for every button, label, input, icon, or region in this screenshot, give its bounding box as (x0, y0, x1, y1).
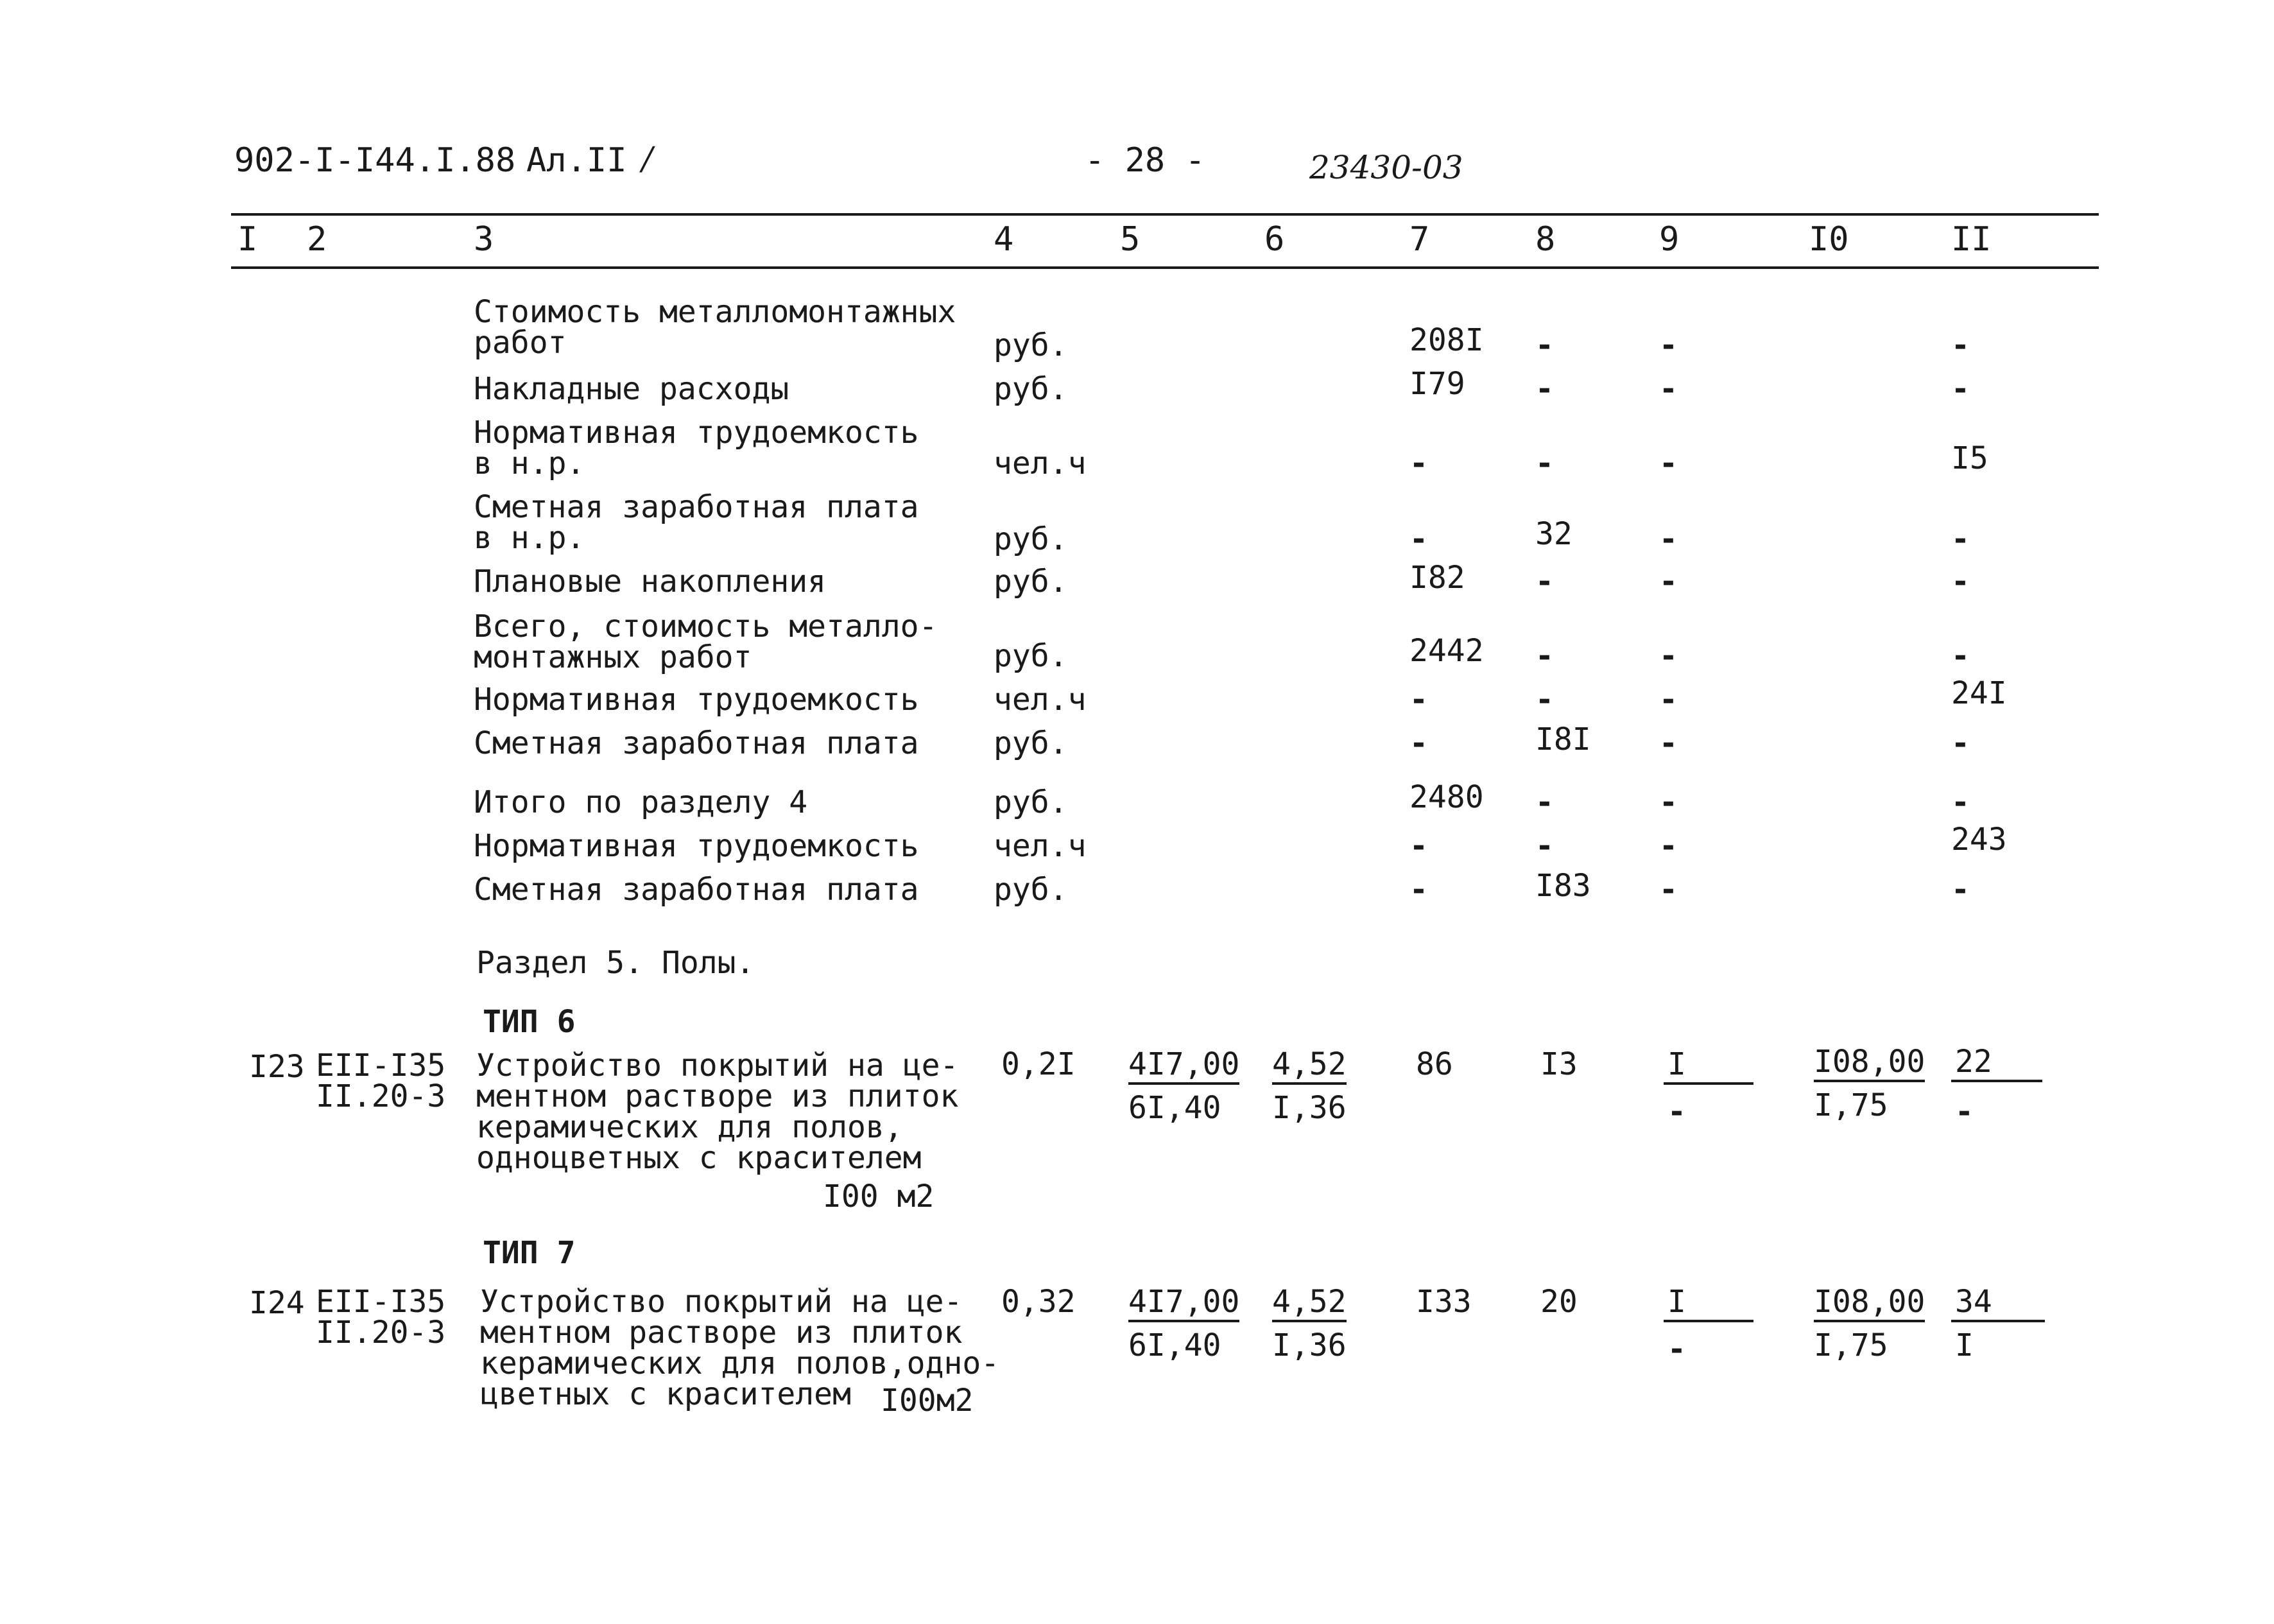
value-col7: 86 (1416, 1046, 1453, 1082)
col11-underline (1951, 1320, 2045, 1322)
column-header: 7 (1409, 220, 1430, 259)
value-col7: - (1409, 872, 1428, 908)
value-col11: - (1951, 638, 1970, 674)
item-number: I24 (249, 1285, 305, 1321)
unit: чел.ч (994, 445, 1087, 481)
value-col11: I5 (1951, 440, 1988, 476)
album-handwritten-mark: / (642, 140, 653, 177)
value-col8: - (1535, 327, 1554, 363)
col9-underline (1664, 1320, 1753, 1322)
row-description: Итого по разделу 4 (474, 784, 808, 820)
item-description (476, 1048, 959, 1176)
unit: руб. (994, 371, 1068, 407)
row-description (474, 294, 956, 361)
description-line: одноцветных с красителем (476, 1140, 922, 1176)
value-col8: - (1535, 828, 1554, 864)
value-col9: - (1659, 445, 1678, 481)
value-col8: - (1535, 784, 1554, 820)
item-number: I23 (249, 1049, 305, 1085)
table-header-rule (231, 266, 2099, 269)
unit: руб. (994, 327, 1068, 363)
value-col11-top: 22 (1955, 1044, 1992, 1080)
value-col7: I79 (1409, 366, 1465, 402)
column-header: 9 (1659, 220, 1680, 259)
value-col8: - (1535, 445, 1554, 481)
unit: руб. (994, 521, 1068, 557)
value-col11: - (1951, 521, 1970, 557)
section-title: Раздел 5. Полы. (476, 945, 755, 981)
value-col7: - (1409, 682, 1428, 718)
quantity: 0,32 (1001, 1284, 1076, 1320)
value-col6-top: 4,52 (1272, 1285, 1347, 1322)
unit: руб. (994, 725, 1068, 761)
album-label: Ал.II (526, 141, 627, 180)
row-description: Плановые накопления (474, 564, 827, 600)
column-header: 2 (307, 220, 327, 259)
type-heading: ТИП 7 (483, 1235, 576, 1271)
value-col7: 2480 (1409, 779, 1484, 815)
description-line: цветных с красителем (480, 1376, 851, 1412)
col11-underline (1951, 1080, 2042, 1082)
value-col7: 208I (1409, 322, 1484, 358)
measure-unit: I00 м2 (823, 1179, 935, 1214)
value-col5-bottom: 6I,40 (1128, 1090, 1221, 1126)
description-line: ментном растворе из плиток (476, 1078, 959, 1114)
value-col9-bottom: - (1667, 1094, 1686, 1130)
value-col7: I82 (1409, 560, 1465, 596)
row-description (474, 417, 919, 479)
column-header: I0 (1809, 220, 1849, 259)
description-line: монтажных работ (474, 639, 752, 675)
value-col5-bottom: 6I,40 (1128, 1327, 1221, 1363)
row-description: Нормативная трудоемкость (474, 828, 919, 864)
description-line: керамических для полов, (476, 1109, 903, 1145)
value-col9: - (1659, 784, 1678, 820)
type-heading: ТИП 6 (483, 1004, 576, 1040)
column-header: 3 (474, 220, 494, 259)
value-col10-top: I08,00 (1814, 1285, 1925, 1322)
description-line: Устройство покрытий на це- (480, 1284, 963, 1320)
rate-code (316, 1050, 445, 1112)
column-header: 5 (1120, 220, 1141, 259)
quantity: 0,2I (1001, 1046, 1076, 1082)
value-col9: - (1659, 371, 1678, 407)
value-col11-bottom: I (1955, 1327, 1974, 1363)
value-col7: 2442 (1409, 633, 1484, 669)
value-col9: - (1659, 725, 1678, 761)
unit: руб. (994, 872, 1068, 908)
description-line: в н.р. (474, 520, 585, 556)
value-col9: - (1659, 872, 1678, 908)
value-col11-top: 34 (1955, 1284, 1992, 1320)
value-col9: - (1659, 828, 1678, 864)
rate-code (316, 1284, 446, 1351)
value-col8: - (1535, 371, 1554, 407)
value-col10-bottom: I,75 (1814, 1087, 1888, 1123)
value-col10-bottom: I,75 (1814, 1327, 1888, 1363)
row-description (474, 489, 919, 556)
value-col8: - (1535, 564, 1554, 600)
value-col9: - (1659, 521, 1678, 557)
row-description: Нормативная трудоемкость (474, 682, 919, 718)
value-col8: I83 (1535, 868, 1591, 904)
value-col8: - (1535, 638, 1554, 674)
col9-underline (1664, 1082, 1753, 1085)
value-col8: I8I (1535, 721, 1591, 757)
description-line: Сметная заработная плата (474, 489, 919, 525)
description-line: в н.р. (474, 445, 585, 481)
value-col9-bottom: - (1667, 1331, 1686, 1367)
value-col11-bottom: - (1955, 1094, 1974, 1130)
value-col11: - (1951, 725, 1970, 761)
document-code: 902-I-I44.I.88 (234, 141, 516, 180)
value-col11: - (1951, 371, 1970, 407)
value-col8: - (1535, 682, 1554, 718)
column-header: I (237, 220, 258, 259)
unit: руб. (994, 564, 1068, 600)
description-line: Устройство покрытий на це- (476, 1048, 959, 1084)
value-col7: - (1409, 445, 1428, 481)
value-col9-top: I (1667, 1046, 1686, 1082)
unit: руб. (994, 784, 1068, 820)
rate-code-line: II.20-3 (316, 1315, 446, 1351)
description-line: работ (474, 325, 567, 361)
value-col8: 32 (1535, 516, 1572, 552)
value-col11: - (1951, 564, 1970, 600)
value-col9-top: I (1667, 1284, 1686, 1320)
value-col11: - (1951, 872, 1970, 908)
row-description: Сметная заработная плата (474, 725, 919, 761)
value-col8: 20 (1540, 1284, 1578, 1320)
unit: чел.ч (994, 828, 1087, 864)
unit: руб. (994, 638, 1068, 674)
value-col11: - (1951, 327, 1970, 363)
value-col10-top: I08,00 (1814, 1045, 1925, 1082)
description-line: Всего, стоимость металло- (474, 609, 938, 644)
value-col6-bottom: I,36 (1272, 1327, 1347, 1363)
value-col7: - (1409, 725, 1428, 761)
row-description (474, 611, 937, 673)
description-line: Нормативная трудоемкость (474, 415, 919, 451)
value-col9: - (1659, 638, 1678, 674)
measure-unit: I00м2 (881, 1383, 974, 1419)
row-description: Сметная заработная плата (474, 872, 919, 908)
value-col6-bottom: I,36 (1272, 1090, 1347, 1126)
value-col9: - (1659, 564, 1678, 600)
description-line: ментном растворе из плиток (480, 1315, 963, 1351)
value-col7: - (1409, 521, 1428, 557)
value-col8: I3 (1540, 1046, 1578, 1082)
handwritten-document-number: 23430-03 (1309, 149, 1463, 186)
value-col11: - (1951, 784, 1970, 820)
page-number: - 28 - (1085, 141, 1205, 180)
table-top-rule (231, 213, 2099, 216)
value-col5-top: 4I7,00 (1128, 1285, 1239, 1322)
rate-code-line: II.20-3 (316, 1078, 446, 1114)
column-header: 6 (1264, 220, 1285, 259)
value-col11: 24I (1951, 675, 2007, 711)
row-description: Накладные расходы (474, 371, 789, 407)
unit: чел.ч (994, 682, 1087, 718)
column-header: 8 (1535, 220, 1556, 259)
value-col5-top: 4I7,00 (1128, 1048, 1239, 1085)
column-header: 4 (994, 220, 1014, 259)
value-col7: I33 (1416, 1284, 1472, 1320)
description-line: керамических для полов,одно- (480, 1345, 1000, 1381)
value-col11: 243 (1951, 822, 2007, 858)
value-col9: - (1659, 327, 1678, 363)
column-header: II (1951, 220, 1992, 259)
description-line: Стоимость металломонтажных (474, 294, 956, 330)
value-col9: - (1659, 682, 1678, 718)
value-col7: - (1409, 828, 1428, 864)
rate-code-line: EII-I35 (316, 1048, 446, 1084)
rate-code-line: EII-I35 (316, 1284, 446, 1320)
value-col6-top: 4,52 (1272, 1048, 1347, 1085)
